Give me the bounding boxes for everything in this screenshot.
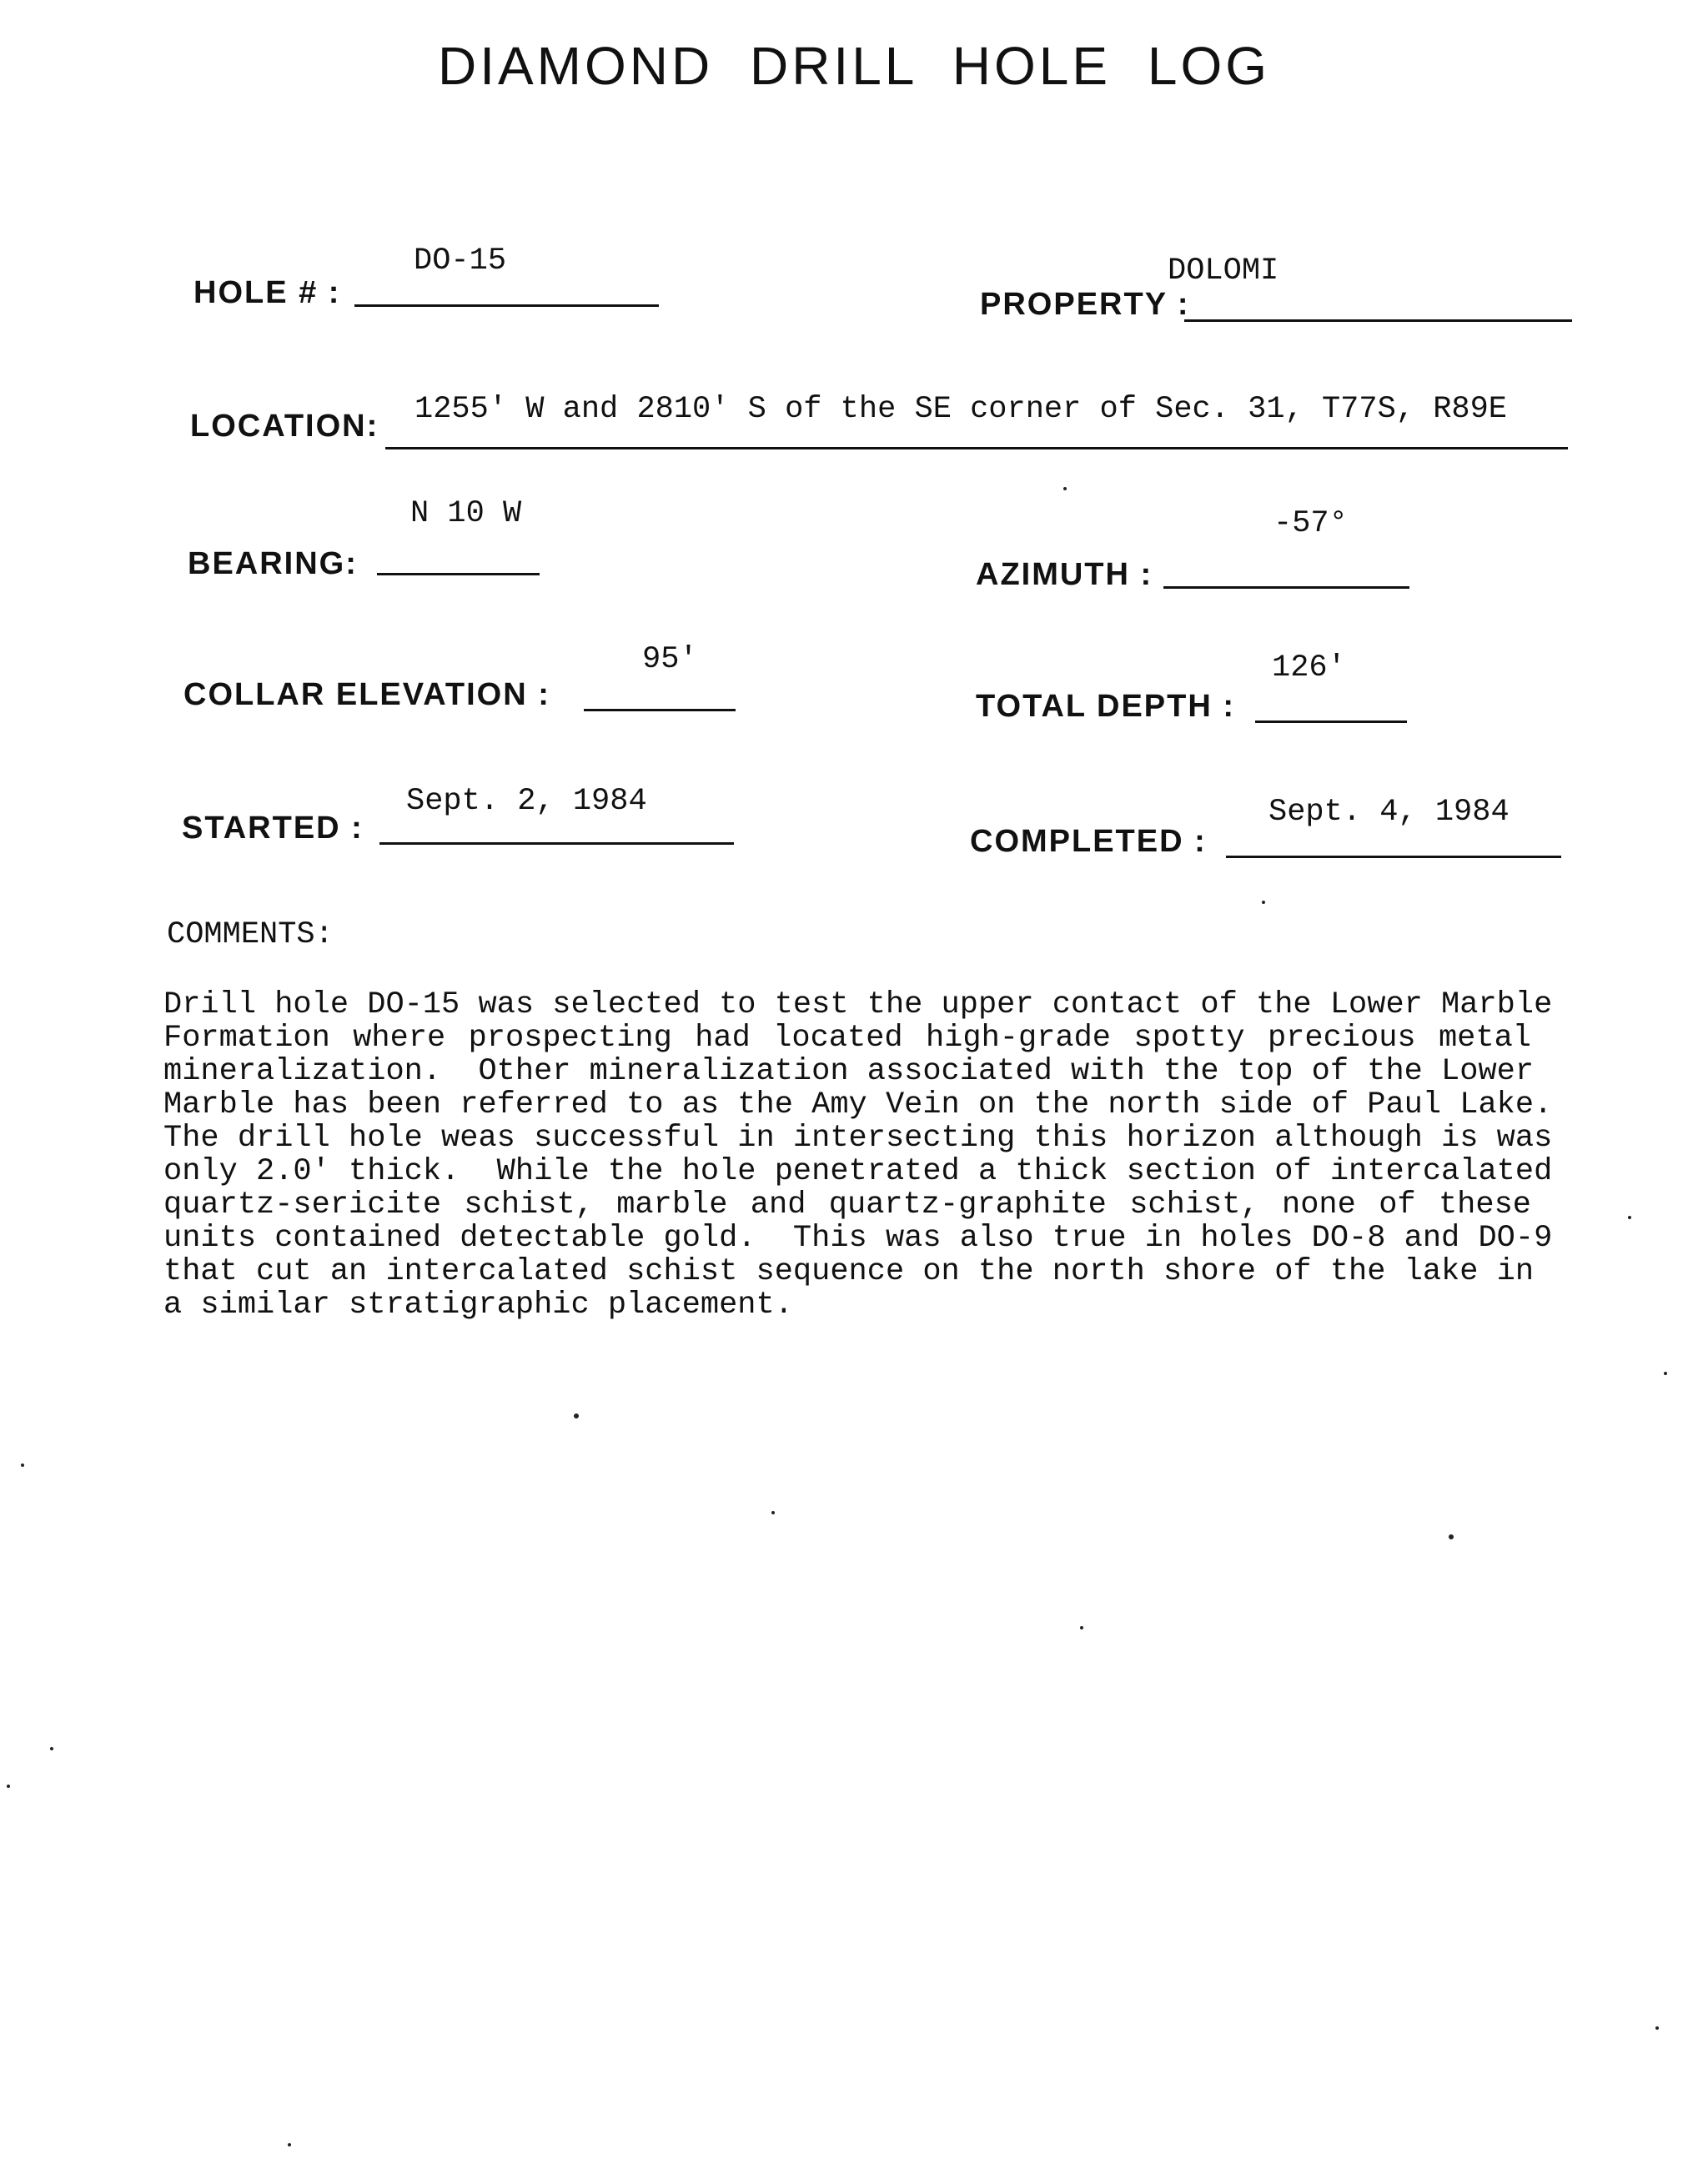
started-value: Sept. 2, 1984 [406,784,647,819]
comments-line: mineralization. Other mineralization associated with the top of the Lower [163,1054,1535,1089]
hole-value: DO-15 [414,244,507,279]
bearing-underline [377,573,540,575]
azimuth-underline [1163,586,1409,589]
comments-line: a similar stratigraphic placement. [163,1288,793,1323]
completed-value: Sept. 4, 1984 [1268,795,1510,830]
page-title: DIAMOND DRILL HOLE LOG [437,36,1271,96]
property-underline [1184,319,1572,322]
scan-speck [50,1747,53,1750]
started-underline [379,842,734,845]
comments-line: that cut an intercalated schist sequence on the north shore of the lake in [163,1254,1535,1289]
scan-speck [1449,1534,1454,1539]
total-depth-value: 126' [1272,650,1346,685]
total-depth-underline [1255,720,1407,723]
collar-elevation-underline [584,709,736,711]
comments-line: Drill hole DO-15 was selected to test the upper contact of the Lower Marble [163,987,1553,1022]
comments-line: Formation where prospecting had located high-grade spotty precious metal [163,1021,1531,1056]
scan-speck [1628,1216,1631,1219]
scan-speck [1655,2026,1659,2030]
scan-speck [288,2143,291,2146]
property-value: DOLOMI [1168,254,1279,289]
collar-elevation-value: 95' [642,642,698,677]
scan-speck [771,1511,775,1514]
comments-label: COMMENTS: [167,917,334,952]
location-label: LOCATION: [190,409,379,444]
scan-speck [7,1785,10,1788]
scan-speck [1080,1626,1083,1629]
scan-speck [21,1464,24,1467]
comments-body [163,987,1553,1323]
scan-speck [1063,487,1067,490]
comments-line: Marble has been referred to as the Amy Vein on the north side of Paul Lake. [163,1087,1553,1122]
hole-label: HOLE # : [193,275,341,310]
collar-elevation-label: COLLAR ELEVATION : [183,677,550,712]
bearing-value: N 10 W [410,496,522,531]
property-label: PROPERTY : [980,287,1190,322]
completed-underline [1226,856,1561,858]
bearing-label: BEARING: [188,546,358,581]
started-label: STARTED : [182,811,364,846]
total-depth-label: TOTAL DEPTH : [976,689,1235,724]
location-value: 1255' W and 2810' S of the SE corner of Sec. 31, T77S, R89E [414,392,1508,427]
location-underline [385,447,1568,449]
comments-line: The drill hole weas successful in intersecting this horizon although is was [163,1121,1553,1156]
scan-speck [1664,1372,1667,1375]
comments-line: quartz-sericite schist, marble and quartz-graphite schist, none of these [163,1187,1531,1223]
scan-speck [1262,901,1265,904]
hole-underline [354,304,659,307]
completed-label: COMPLETED : [970,824,1207,859]
azimuth-label: AZIMUTH : [976,557,1153,592]
scan-speck [574,1413,579,1418]
comments-line: only 2.0' thick. While the hole penetrated a thick section of intercalated [163,1154,1553,1189]
azimuth-value: -57° [1273,506,1348,541]
comments-line: units contained detectable gold. This was also true in holes DO-8 and DO-9 [163,1221,1553,1256]
